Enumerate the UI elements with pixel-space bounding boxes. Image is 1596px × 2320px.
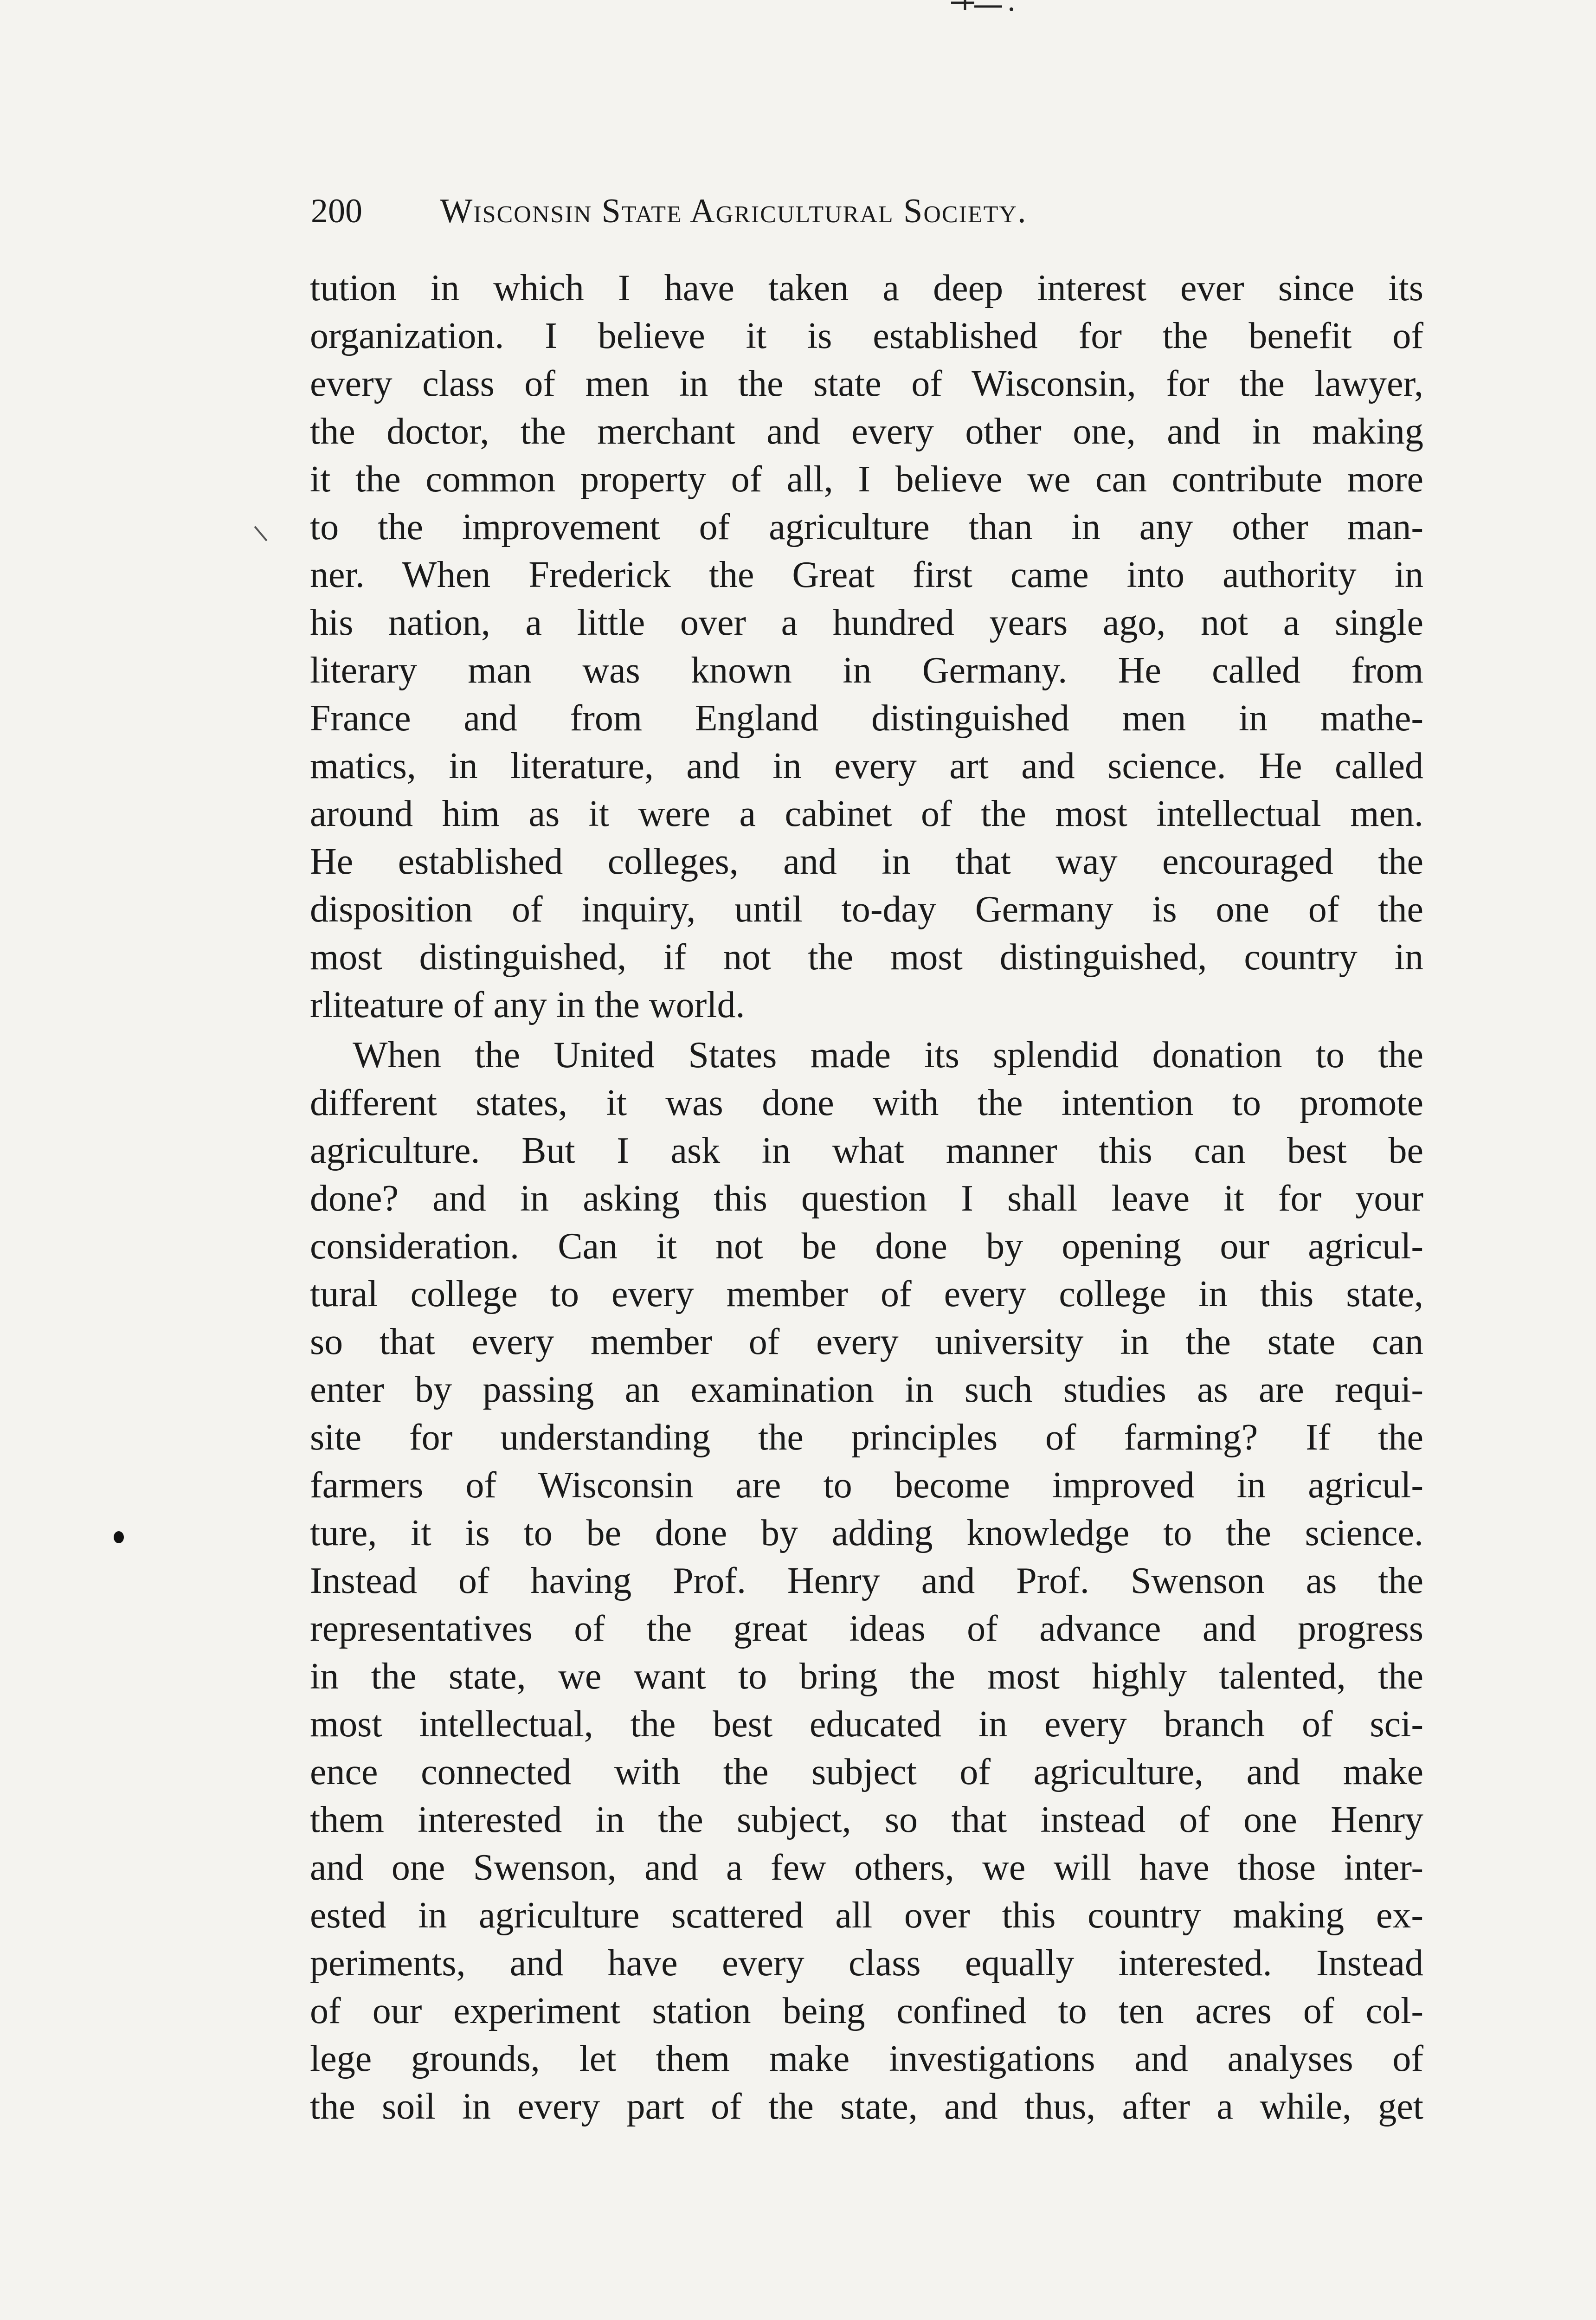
text-line: of our experiment station being confined to ten acres of col- xyxy=(310,1991,1423,2031)
text-line: them interested in the subject, so that instead of one Henry xyxy=(310,1799,1423,1840)
text-line: organization. I believe it is established for the benefit of xyxy=(310,316,1423,356)
text-line: around him as it were a cabinet of the most intellectual men. xyxy=(310,793,1423,834)
text-line: in the state, we want to bring the most highly talented, the xyxy=(310,1656,1423,1697)
running-title: Wisconsin State Agricultural Society. xyxy=(440,192,1027,230)
body-text xyxy=(310,264,1423,2133)
text-line: When the United States made its splendid donation to the xyxy=(353,1035,1423,1076)
margin-dot xyxy=(114,1531,124,1543)
text-line: rliteature of any in the world. xyxy=(310,985,745,1025)
text-line: disposition of inquiry, until to-day Germany is one of the xyxy=(310,889,1423,930)
text-line: to the improvement of agriculture than in any other man- xyxy=(310,507,1423,548)
text-line: most distinguished, if not the most distinguished, country in xyxy=(310,937,1423,978)
text-line: ture, it is to be done by adding knowledge to the science. xyxy=(310,1513,1423,1553)
text-line: lege grounds, let them make investigations and analyses of xyxy=(310,2038,1423,2079)
text-line: farmers of Wisconsin are to become improved in agricul- xyxy=(310,1465,1423,1506)
scan-artifact-mark xyxy=(946,0,1016,14)
text-line: matics, in literature, and in every art and science. He called xyxy=(310,746,1423,786)
text-line: He established colleges, and in that way encouraged the xyxy=(310,841,1423,882)
text-line: so that every member of every university in the state can xyxy=(310,1321,1423,1362)
text-line: site for understanding the principles of farming? If the xyxy=(310,1417,1423,1458)
text-line: different states, it was done with the intention to promote xyxy=(310,1083,1423,1123)
text-line: enter by passing an examination in such studies as are requi- xyxy=(310,1369,1423,1410)
text-line: France and from England distinguished men in mathe- xyxy=(310,698,1423,739)
scan-speck xyxy=(254,526,268,541)
paragraph xyxy=(310,1031,1423,2131)
text-line: it the common property of all, I believe we can contribute more xyxy=(310,459,1423,500)
text-line: most intellectual, the best educated in every branch of sci- xyxy=(310,1704,1423,1745)
text-line: and one Swenson, and a few others, we will have those inter- xyxy=(310,1847,1423,1888)
page-header xyxy=(311,186,1285,237)
text-line: tural college to every member of every college in this state, xyxy=(310,1274,1423,1315)
text-line: Instead of having Prof. Henry and Prof. Swenson as the xyxy=(310,1560,1423,1601)
paragraph xyxy=(310,264,1423,1029)
page-number: 200 xyxy=(311,192,362,230)
text-line: his nation, a little over a hundred years ago, not a single xyxy=(310,602,1423,643)
text-line: every class of men in the state of Wisconsin, for the lawyer, xyxy=(310,363,1423,404)
text-line: periments, and have every class equally interested. Instead xyxy=(310,1943,1423,1984)
text-line: tution in which I have taken a deep interest ever since its xyxy=(310,268,1423,309)
text-line: ner. When Frederick the Great first came into authority in xyxy=(310,554,1423,595)
text-line: representatives of the great ideas of advance and progress xyxy=(310,1608,1423,1649)
text-line: consideration. Can it not be done by opening our agricul- xyxy=(310,1226,1423,1267)
text-line: literary man was known in Germany. He called from xyxy=(310,650,1423,691)
text-line: the doctor, the merchant and every other one, and in making xyxy=(310,411,1423,452)
text-line: the soil in every part of the state, and thus, after a while, get xyxy=(310,2086,1423,2127)
text-line: ence connected with the subject of agriculture, and make xyxy=(310,1752,1423,1792)
text-line: done? and in asking this question I shall leave it for your xyxy=(310,1178,1423,1219)
text-line: ested in agriculture scattered all over this country making ex- xyxy=(310,1895,1423,1936)
text-line: agriculture. But I ask in what manner this can best be xyxy=(310,1130,1423,1171)
